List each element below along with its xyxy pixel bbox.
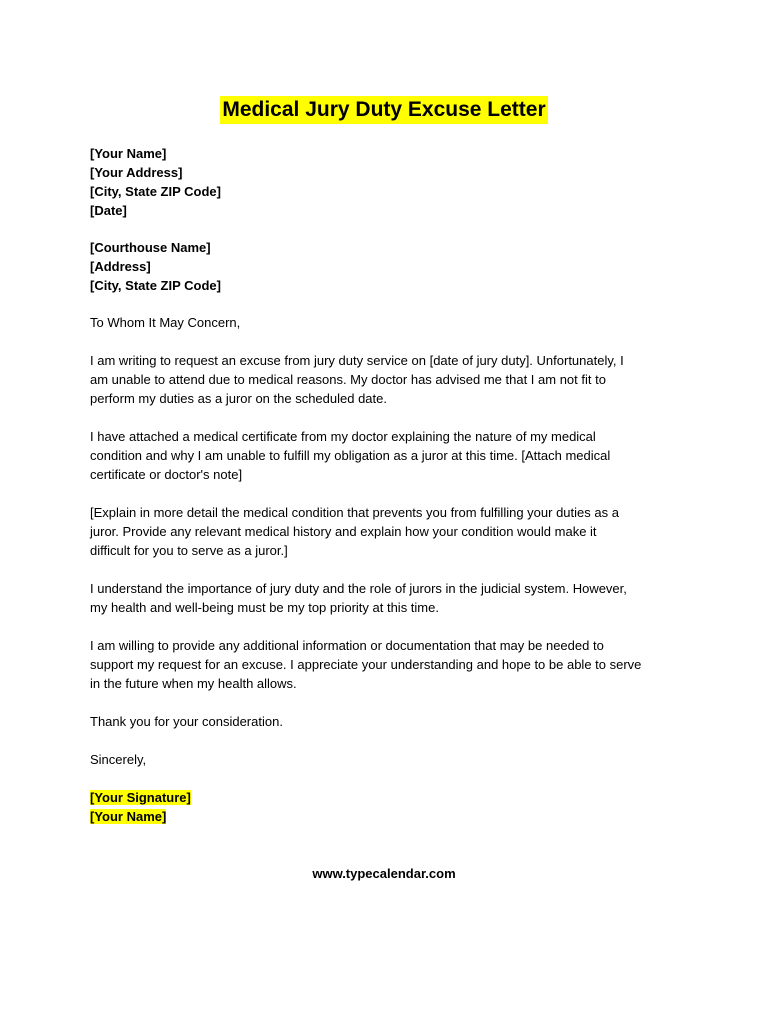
paragraph-line: I understand the importance of jury duty and the role of jurors in the judicial system. However, [90, 581, 627, 596]
letter-body [90, 144, 680, 844]
paragraph-5 [90, 636, 680, 693]
paragraph-1 [90, 351, 680, 408]
paragraph-line: am unable to attend due to medical reasons. My doctor has advised me that I am not fit to [90, 372, 606, 387]
paragraph-3 [90, 503, 680, 560]
footer-website: www.typecalendar.com [312, 866, 456, 881]
paragraph-line: I am writing to request an excuse from jury duty service on [date of jury duty]. Unfortunately, I [90, 353, 624, 368]
signature-block [90, 788, 680, 826]
paragraph-line: condition and why I am unable to fulfill my obligation as a juror at this time. [Attach medical [90, 448, 611, 463]
paragraph-line: support my request for an excuse. I appreciate your understanding and hope to be able to serve [90, 657, 642, 672]
sender-address: [Your Address] [90, 165, 183, 180]
salutation [90, 313, 680, 332]
sender-date: [Date] [90, 203, 127, 218]
recipient-city-state-zip: [City, State ZIP Code] [90, 278, 221, 293]
recipient-block [90, 238, 680, 295]
paragraph-line: difficult for you to serve as a juror.] [90, 543, 288, 558]
paragraph-line: [Explain in more detail the medical condition that prevents you from fulfilling your duties as a [90, 505, 619, 520]
closing-text: Sincerely, [90, 752, 147, 767]
closing [90, 750, 680, 769]
sender-name: [Your Name] [90, 146, 167, 161]
sender-city-state-zip: [City, State ZIP Code] [90, 184, 221, 199]
paragraph-line: certificate or doctor's note] [90, 467, 243, 482]
signature-name: [Your Name] [90, 809, 167, 824]
paragraph-line: perform my duties as a juror on the scheduled date. [90, 391, 387, 406]
recipient-courthouse: [Courthouse Name] [90, 240, 211, 255]
document-title: Medical Jury Duty Excuse Letter [220, 96, 547, 124]
signature-placeholder: [Your Signature] [90, 790, 191, 805]
thanks-text: Thank you for your consideration. [90, 714, 283, 729]
salutation-text: To Whom It May Concern, [90, 315, 241, 330]
paragraph-line: juror. Provide any relevant medical history and explain how your condition would make it [90, 524, 597, 539]
recipient-address: [Address] [90, 259, 151, 274]
title-container [0, 96, 768, 124]
paragraph-line: my health and well-being must be my top priority at this time. [90, 600, 439, 615]
paragraph-line: in the future when my health allows. [90, 676, 297, 691]
paragraph-line: I am willing to provide any additional information or documentation that may be needed to [90, 638, 604, 653]
paragraph-2 [90, 427, 680, 484]
thanks [90, 712, 680, 731]
sender-block [90, 144, 680, 220]
paragraph-4 [90, 579, 680, 617]
paragraph-line: I have attached a medical certificate from my doctor explaining the nature of my medical [90, 429, 596, 444]
